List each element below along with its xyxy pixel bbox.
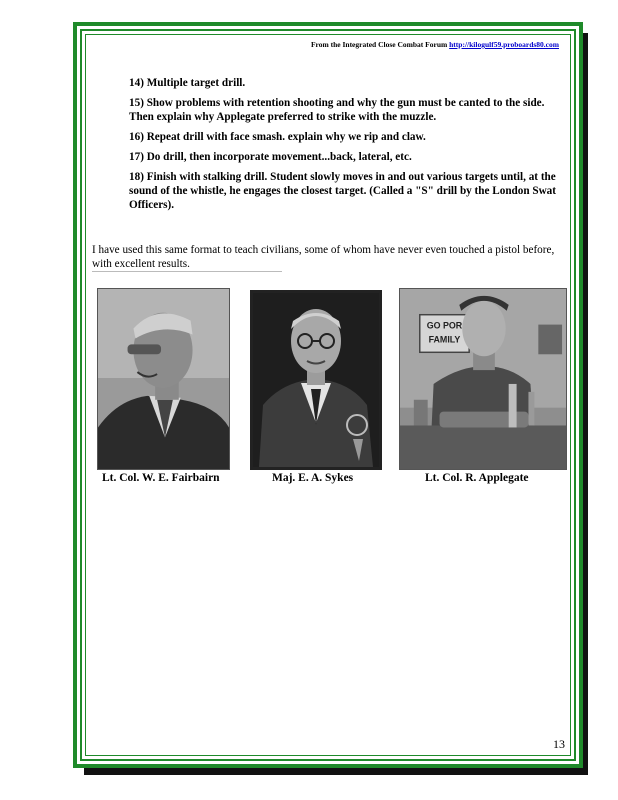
drill-item: 18) Finish with stalking drill. Student slowly moves in and out various targets until, at the sound of the whistle, he engages the closest target. (Called a "S" drill by the London Swat Officers). [129, 171, 556, 211]
drill-item: 14) Multiple target drill. [129, 77, 246, 89]
horizontal-divider [92, 271, 282, 272]
forum-text: From the Integrated Close Combat Forum [310, 40, 448, 49]
drill-item: 17) Do drill, then incorporate movement...back, lateral, etc. [129, 151, 412, 163]
body-paragraph: I have used this same format to teach civilians, some of whom have never even touched a pistol before, with excellent results. [92, 244, 555, 271]
drill-item: 15) Show problems with retention shooting and why the gun must be canted to the side. Then explain why Applegate preferred to strike with the muzzle. [129, 97, 545, 123]
photo-sykes [250, 290, 382, 470]
photo-fairbairn [97, 288, 230, 470]
page-number: 13 [553, 737, 565, 751]
page-header [311, 40, 559, 49]
sign-text-line1: GO POR [426, 320, 463, 331]
forum-link[interactable]: http://kilogulf59.proboards80.com [449, 40, 559, 49]
sign-text-line2: FAMILY [428, 334, 461, 345]
photo-applegate [399, 288, 567, 470]
caption-applegate: Lt. Col. R. Applegate [425, 472, 529, 484]
caption-fairbairn: Lt. Col. W. E. Fairbairn [102, 472, 220, 484]
page-frame [73, 22, 583, 768]
drill-list [129, 76, 569, 218]
drill-item: 16) Repeat drill with face smash. explain why we rip and claw. [129, 131, 426, 143]
caption-sykes: Maj. E. A. Sykes [272, 472, 354, 484]
